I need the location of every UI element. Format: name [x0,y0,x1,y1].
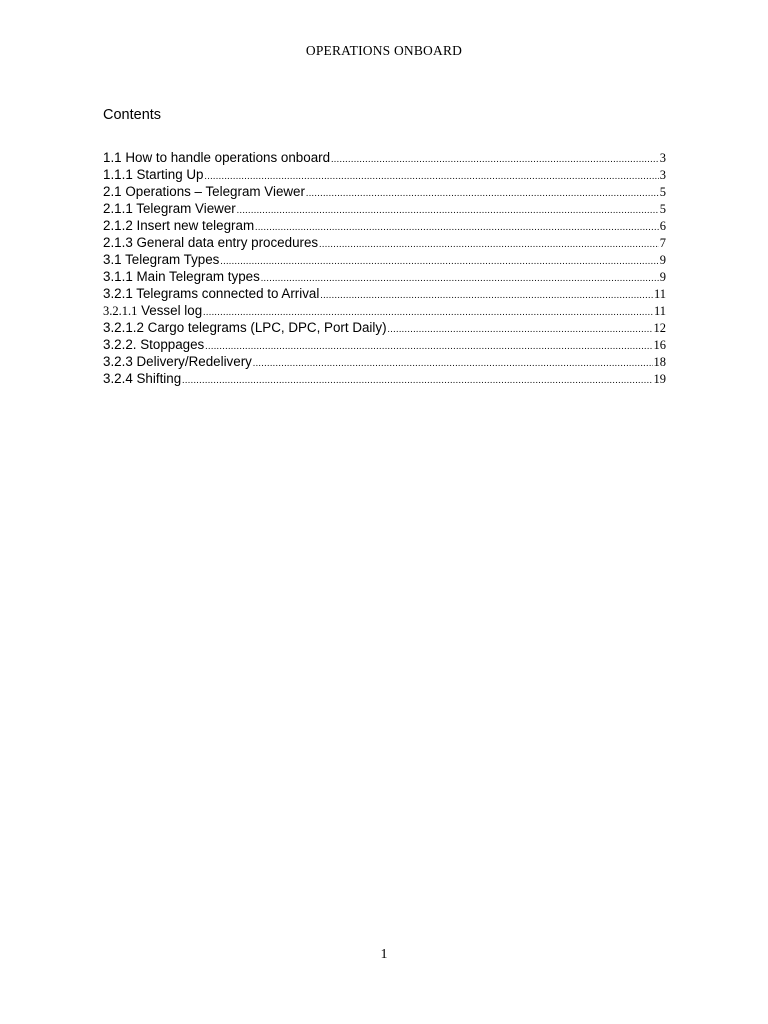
toc-entry[interactable] [103,251,666,268]
toc-entry-label: 2.1.1 Telegram Viewer [103,201,236,216]
toc-entry-label: 3.2.3 Delivery/Redelivery [103,354,252,369]
toc-entry[interactable] [103,183,666,200]
page-number: 1 [380,947,388,962]
toc-entry[interactable] [103,149,666,166]
toc-entry[interactable] [103,268,666,285]
running-header: OPERATIONS ONBOARD [305,43,463,58]
toc-entry-label-text: Vessel log [137,303,203,318]
toc-dot-leader [182,372,652,389]
toc-entry-page: 3 [659,168,666,182]
toc-entry-label-number: 3.2.1.1 [103,304,138,318]
toc-entry-page: 12 [653,321,666,335]
toc-entry-page: 7 [659,236,666,250]
toc-entry-page: 5 [659,202,666,216]
toc-entry-page: 16 [653,338,666,352]
toc-entry-page: 9 [659,270,666,284]
toc-entry-page: 6 [659,219,666,233]
toc-entry-label: 3.2.1 Telegrams connected to Arrival [103,286,320,301]
toc-entry[interactable] [103,166,666,183]
toc-dot-leader [331,151,659,168]
toc-entry-label: 3.2.4 Shifting [103,371,182,386]
toc-entry-label: 3.2.1.2 Cargo telegrams (LPC, DPC, Port Daily) [103,320,387,335]
toc-entry[interactable] [103,370,666,387]
contents-heading: Contents [103,107,162,123]
toc-dot-leader [237,202,659,219]
toc-entry-page: 18 [653,355,666,369]
toc-entry-label: 2.1.2 Insert new telegram [103,218,255,233]
table-of-contents [103,149,666,387]
toc-dot-leader [319,236,659,253]
toc-dot-leader [205,338,652,355]
toc-entry-label [103,302,202,320]
toc-dot-leader [306,185,659,202]
toc-entry-page: 9 [659,253,666,267]
toc-entry[interactable] [103,319,666,336]
toc-entry[interactable] [103,200,666,217]
toc-entry-label: 2.1 Operations – Telegram Viewer [103,184,305,199]
toc-entry-label: 1.1.1 Starting Up [103,167,204,182]
toc-entry-page: 3 [659,151,666,165]
toc-entry-label: 3.1.1 Main Telegram types [103,269,260,284]
toc-entry-page: 19 [653,372,666,386]
toc-entry-page: 11 [653,304,666,318]
toc-dot-leader [388,321,653,338]
toc-dot-leader [261,270,659,287]
toc-entry-page: 5 [659,185,666,199]
toc-entry[interactable] [103,217,666,234]
toc-entry[interactable] [103,302,666,319]
toc-dot-leader [320,287,653,304]
toc-entry[interactable] [103,285,666,302]
toc-entry[interactable] [103,336,666,353]
toc-entry-label: 1.1 How to handle operations onboard [103,150,331,165]
toc-dot-leader [220,253,658,270]
toc-entry[interactable] [103,353,666,370]
toc-entry[interactable] [103,234,666,251]
toc-entry-label: 3.1 Telegram Types [103,252,220,267]
toc-dot-leader [253,355,653,372]
toc-entry-label: 3.2.2. Stoppages [103,337,205,352]
toc-entry-label: 2.1.3 General data entry procedures [103,235,319,250]
toc-entry-page: 11 [653,287,666,301]
